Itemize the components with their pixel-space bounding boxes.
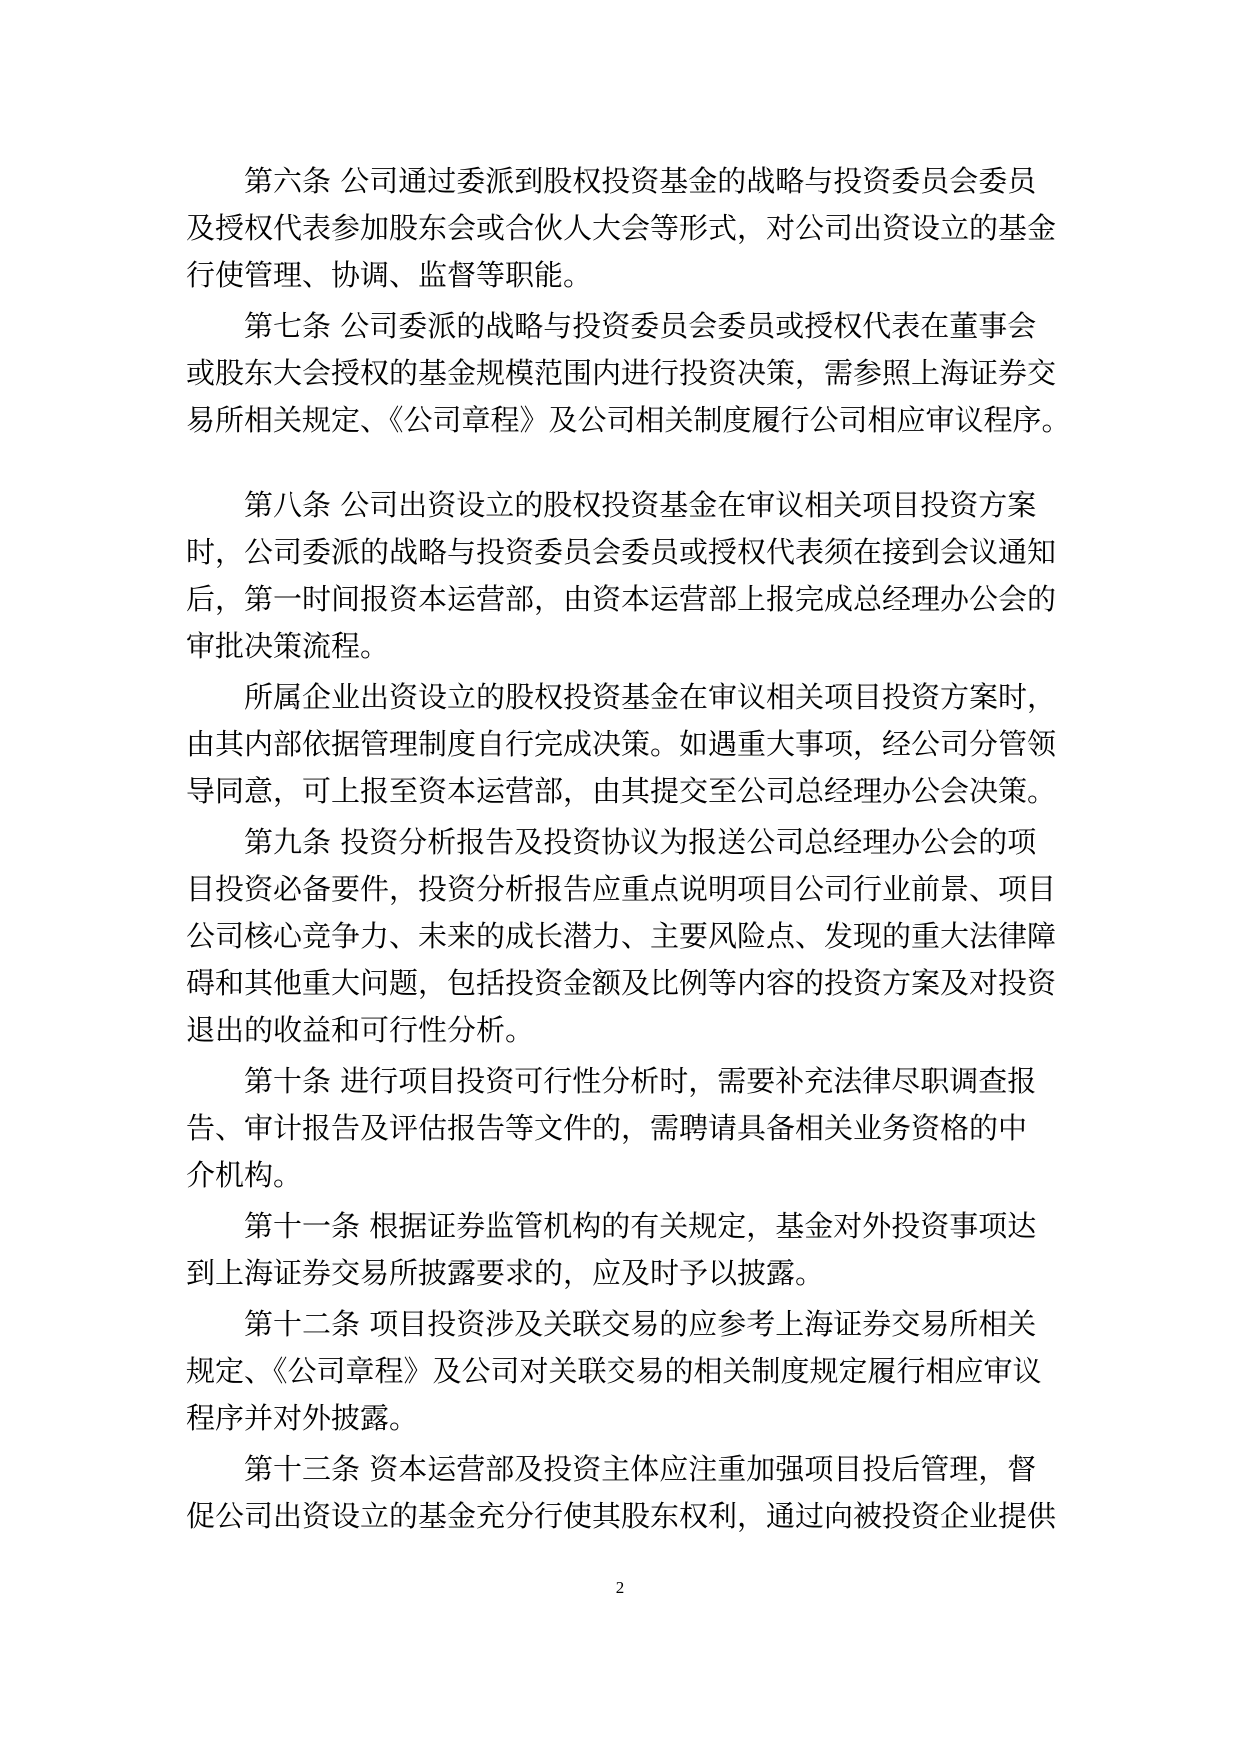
subsidiary-fund-paragraph bbox=[186, 674, 1066, 815]
text-line: 碍和其他重大问题，包括投资金额及比例等内容的投资方案及对投资 bbox=[186, 966, 1057, 1000]
article-6-paragraph bbox=[186, 158, 1066, 299]
document-body bbox=[186, 158, 1071, 1544]
article-9-paragraph bbox=[186, 819, 1066, 1054]
text-line: 目投资必备要件，投资分析报告应重点说明项目公司行业前景、项目 bbox=[186, 872, 1057, 906]
text-line: 易所相关规定、《公司章程》及公司相关制度履行公司相应审议程序。 bbox=[186, 403, 1071, 437]
text-line: 第十条 进行项目投资可行性分析时，需要补充法律尽职调查报 bbox=[244, 1064, 1037, 1098]
text-line: 第十一条 根据证券监管机构的有关规定，基金对外投资事项达 bbox=[244, 1209, 1037, 1243]
text-line: 及授权代表参加股东会或合伙人大会等形式，对公司出资设立的基金 bbox=[186, 211, 1057, 245]
text-line: 由其内部依据管理制度自行完成决策。如遇重大事项，经公司分管领 bbox=[186, 727, 1057, 761]
text-line: 第十三条 资本运营部及投资主体应注重加强项目投后管理，督 bbox=[244, 1452, 1037, 1486]
article-11-paragraph bbox=[186, 1203, 1066, 1297]
article-12-paragraph bbox=[186, 1301, 1066, 1442]
article-7-paragraph bbox=[186, 303, 1071, 444]
article-8-paragraph bbox=[186, 482, 1066, 670]
text-line: 第七条 公司委派的战略与投资委员会委员或授权代表在董事会 bbox=[244, 309, 1037, 343]
text-line: 所属企业出资设立的股权投资基金在审议相关项目投资方案时， bbox=[244, 680, 1057, 714]
text-line: 告、审计报告及评估报告等文件的，需聘请具备相关业务资格的中 bbox=[186, 1111, 1028, 1145]
text-line: 第九条 投资分析报告及投资协议为报送公司总经理办公会的项 bbox=[244, 825, 1037, 859]
text-line: 到上海证券交易所披露要求的，应及时予以披露。 bbox=[186, 1256, 825, 1290]
text-line: 第十二条 项目投资涉及关联交易的应参考上海证券交易所相关 bbox=[244, 1307, 1037, 1341]
text-line: 退出的收益和可行性分析。 bbox=[186, 1013, 535, 1047]
article-10-paragraph bbox=[186, 1058, 1066, 1199]
text-line: 时，公司委派的战略与投资委员会委员或授权代表须在接到会议通知 bbox=[186, 535, 1057, 569]
article-13-paragraph bbox=[186, 1446, 1066, 1540]
text-line: 介机构。 bbox=[186, 1158, 303, 1192]
text-line: 后，第一时间报资本运营部，由资本运营部上报完成总经理办公会的 bbox=[186, 582, 1057, 616]
text-line: 行使管理、协调、监督等职能。 bbox=[186, 258, 593, 292]
text-line: 公司核心竞争力、未来的成长潜力、主要风险点、发现的重大法律障 bbox=[186, 919, 1057, 953]
text-line: 程序并对外披露。 bbox=[186, 1401, 419, 1435]
text-line: 第六条 公司通过委派到股权投资基金的战略与投资委员会委员 bbox=[244, 164, 1037, 198]
text-line: 第八条 公司出资设立的股权投资基金在审议相关项目投资方案 bbox=[244, 488, 1037, 522]
text-line: 导同意，可上报至资本运营部，由其提交至公司总经理办公会决策。 bbox=[186, 774, 1057, 808]
text-line: 审批决策流程。 bbox=[186, 629, 390, 663]
text-line: 规定、《公司章程》及公司对关联交易的相关制度规定履行相应审议 bbox=[186, 1354, 1042, 1388]
text-line: 促公司出资设立的基金充分行使其股东权利，通过向被投资企业提供 bbox=[186, 1499, 1057, 1533]
text-line: 或股东大会授权的基金规模范围内进行投资决策，需参照上海证券交 bbox=[186, 356, 1057, 390]
page-number: 2 bbox=[615, 1578, 625, 1597]
